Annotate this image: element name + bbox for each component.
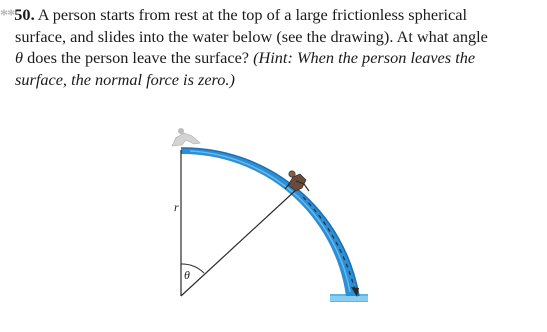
angle-label: θ (184, 268, 190, 282)
person-start-icon (172, 128, 200, 146)
problem-line-2: surface, and slides into the water below (see the drawing). At what angle (15, 26, 488, 46)
radius-label: r (174, 200, 179, 214)
problem-line-3-text: does the person leave the surface? (23, 48, 254, 67)
theta-symbol: θ (15, 48, 23, 67)
water-surface-light (330, 296, 368, 301)
problem-number: 50. (14, 5, 35, 24)
problem-line-1-text: A person starts from rest at the top of a large frictionless spherical (34, 5, 468, 24)
hint-start: (Hint: When the person leaves the (253, 48, 476, 67)
angled-radius-line (181, 189, 297, 296)
hint-end: surface, the normal force is zero.) (15, 69, 235, 89)
spherical-surface-edge (181, 148, 359, 296)
difficulty-stars: ** (0, 5, 15, 24)
